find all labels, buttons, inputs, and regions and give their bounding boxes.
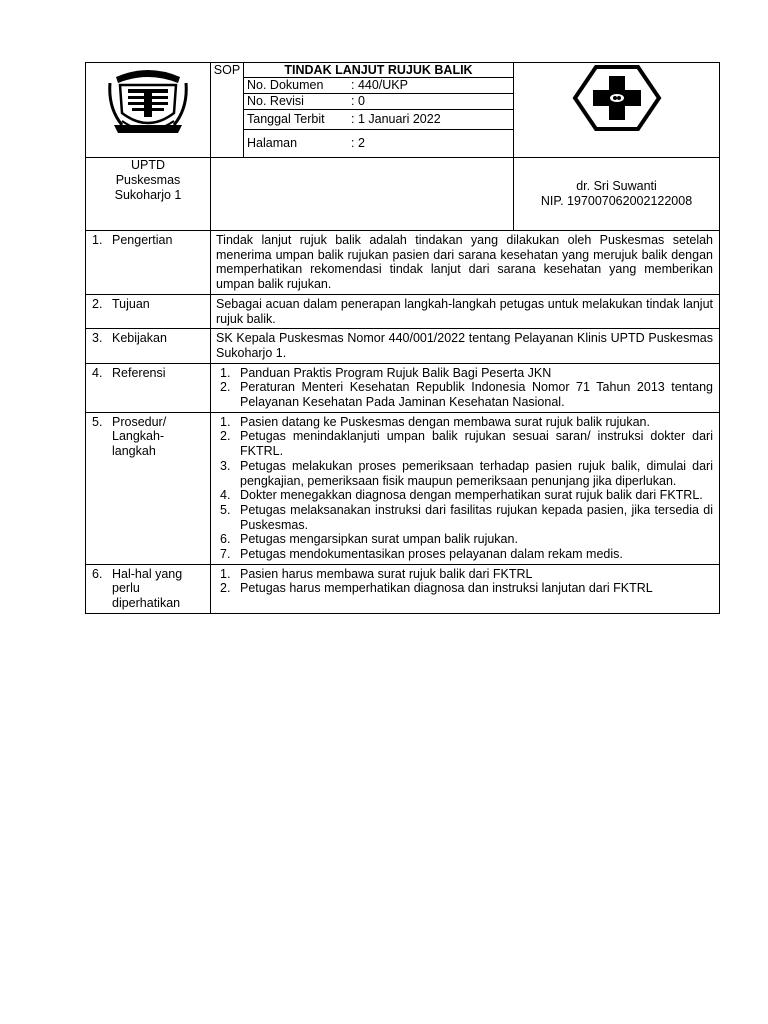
meta-row-tanggal: Tanggal Terbit : 1 Januari 2022 — [244, 110, 513, 130]
meta-row-halaman: Halaman : 2 — [247, 136, 365, 150]
list-item: 1. Panduan Praktis Program Rujuk Balik Bagi Peserta JKN — [220, 365, 552, 380]
list-item: 1. Pasien datang ke Puskesmas dengan membawa surat rujuk balik rujukan. — [220, 414, 650, 429]
procedure-list — [216, 415, 713, 562]
list-item: 6. Petugas mengarsipkan surat umpan balik rujukan. — [220, 532, 518, 547]
meta-row-revisi: No. Revisi : 0 — [244, 94, 513, 110]
section-label: 5. Prosedur/ Langkah- langkah — [86, 412, 211, 564]
attention-list — [216, 567, 713, 596]
section-label: 1. Pengertian — [86, 231, 211, 295]
sop-table — [85, 62, 720, 614]
puskesmas-cross-logo-icon — [569, 63, 665, 133]
regency-crest-icon — [108, 63, 188, 139]
org-name: UPTD Puskesmas Sukoharjo 1 — [86, 158, 211, 231]
list-item: 1. Pasien harus membawa surat rujuk balik dari FKTRL — [220, 566, 533, 581]
signatory-cell — [514, 158, 720, 231]
list-item: 5. Petugas melaksanakan instruksi dari fasilitas rujukan kepada pasien, jika tersedia di Puskesmas. — [220, 502, 713, 532]
section-tujuan — [86, 294, 720, 328]
reference-list — [216, 366, 713, 410]
section-text: SK Kepala Puskesmas Nomor 440/001/2022 tentang Pelayanan Klinis UPTD Puskesmas Sukoharjo 1. — [211, 329, 720, 363]
section-hal-hal — [86, 564, 720, 613]
list-item: 4. Dokter menegakkan diagnosa dengan memperhatikan surat rujuk balik dari FKTRL. — [220, 488, 703, 503]
org-row — [86, 158, 720, 231]
section-label: 2. Tujuan — [86, 294, 211, 328]
header-row — [86, 63, 720, 158]
section-text: Sebagai acuan dalam penerapan langkah-langkah petugas untuk melakukan tindak lanjut rujuk balik. — [211, 294, 720, 328]
signatory-name: dr. Sri Suwanti — [576, 179, 657, 193]
section-kebijakan — [86, 329, 720, 363]
meta-cell — [244, 63, 514, 158]
section-text: Tindak lanjut rujuk balik adalah tindakan yang dilakukan oleh Puskesmas setelah menerima umpan balik rujukan pasien dari sarana kesehatan yang merujuk balik dengan memperhatikan rekomendasi tindak lanjut dari sarana kesehatan yang memberikan umpan balik rujukan. — [211, 231, 720, 295]
section-referensi — [86, 363, 720, 412]
section-prosedur — [86, 412, 720, 564]
list-item: 2. Petugas harus memperhatikan diagnosa dan instruksi lanjutan dari FKTRL — [220, 581, 653, 596]
sop-document — [85, 62, 719, 614]
list-item: 3. Petugas melakukan proses pemeriksaan terhadap pasien rujuk balik, dimulai dari pengkajian, pemeriksaan fisik maupun pemeriksaan penunjang jika diperlukan. — [220, 458, 713, 488]
section-label: 4. Referensi — [86, 363, 211, 412]
list-item: 7. Petugas mendokumentasikan proses pelayanan dalam rekam medis. — [220, 547, 623, 562]
list-item: 2. Petugas menindaklanjuti umpan balik rujukan sesuai saran/ instruksi dokter dari FKTRL. — [220, 429, 713, 459]
section-label: 6. Hal-hal yang perlu diperhatikan — [86, 564, 211, 613]
left-logo-cell — [86, 63, 211, 158]
section-label: 3. Kebijakan — [86, 329, 211, 363]
right-logo-cell — [514, 63, 720, 158]
list-item: 2. Peraturan Menteri Kesehatan Republik Indonesia Nomor 71 Tahun 2013 tentang Pelayanan Kesehatan Pada Jaminan Kesehatan Nasional. — [220, 380, 713, 410]
document-title: TINDAK LANJUT RUJUK BALIK — [244, 63, 513, 78]
org-blank-cell — [211, 158, 514, 231]
signatory-nip: NIP. 197007062002122008 — [540, 194, 693, 208]
meta-row-dokumen: No. Dokumen : 440/UKP — [244, 78, 513, 94]
sop-label: SOP — [211, 63, 244, 158]
section-pengertian — [86, 231, 720, 295]
